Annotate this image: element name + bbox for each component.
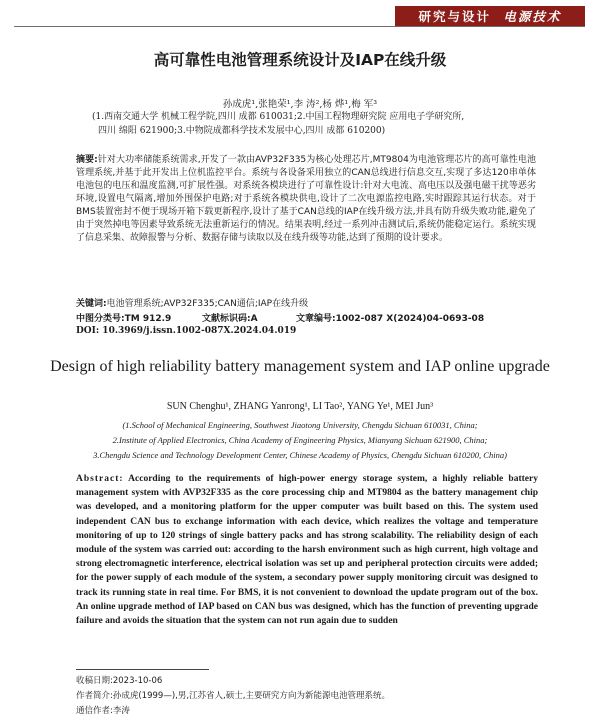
authors-en: SUN Chenghu¹, ZHANG Yanrong¹, LI Tao², YANG Ye¹, MEI Jun³ (166, 401, 434, 412)
paper-title-en: Design of high reliability battery management system and IAP online upgrade (50, 358, 550, 375)
affiliations-en (60, 418, 540, 463)
abstract-en-text: According to the requirements of high-power energy storage system, a highly reliable battery management system with AVP32F335 as the core processing chip and MT9804 as the battery management chip was developed, and a monitoring platform for the upper computer was built based on this. The system used independent CAN bus to exchange information with each device, which realizes the voltage and temperature monitoring of up to 120 strings of single battery packs and has strong scalability. The reliability design of each module of the system was carried out: according to the harsh environment such as high current, high voltage and strong electromagnetic interference, electrical isolation was set up and peripheral protection circuits were added; for the power supply of each module of the system, a secondary power supply monitoring circuit was designed to track its running state in real time. For BMS, it is not convenient to download the update program out of the box. An online upgrade method of IAP based on CAN bus was designed, which has the function of preventing upgrade failure and avoids the situation that the system can not run again due to sudden (76, 474, 538, 627)
abstract-cn-label: 摘要: (76, 155, 98, 165)
footnote-divider (76, 669, 209, 670)
received-date: 收稿日期:2023-10-06 (76, 676, 163, 686)
keywords-cn (76, 296, 536, 309)
doi: DOI: 10.3969/j.issn.1002-087X.2024.04.019 (76, 326, 297, 336)
journal-name: 电源技术 (503, 9, 562, 24)
document-code: 文献标识码:A (202, 314, 258, 324)
article-number: 文章编号:1002-087 X(2024)04-0693-08 (296, 314, 485, 324)
clc-number: 中图分类号:TM 912.9 (76, 314, 172, 324)
keywords-cn-text: 电池管理系统;AVP32F335;CAN通信;IAP在线升级 (106, 299, 309, 309)
abstract-cn-text: 针对大功率储能系统需求,开发了一款由AVP32F335为核心处理芯片,MT9804为电池管理芯片的高可靠性电池管理系统,并基于此开发出上位机监控平台。系统与各设备采用独立的CAN总线进行信息交互,实现了多达120串单体电池包的电压和温度监测,可扩展性强。对系统各模块进行了可靠性设计:针对大电流、高电压以及强电磁干扰等恶劣环境,设置电气隔离,增加外围保护电路;对于系统各模块供电,设计了二次电源监控电路,实时跟踪其运行状态。对于BMS装置密封不便于现场开箱下载更新程序,设计了基于CAN总线的IAP在线升级方法,并具有防升级失败功能,避免了由于突然掉电等因素导致系统无法重新运行的情况。结果表明,经过一系列冲击测试后,系统仍能稳定运行。系统实现了信息采集、故障报警与分析、数据存储与读取以及在线升级等功能,达到了预期的设计要求。 (76, 155, 536, 243)
abstract-en-label: Abstract: (76, 474, 124, 484)
classification-line (76, 311, 536, 324)
affiliation-cn-line: (1.西南交通大学 机械工程学院,四川 成都 610031;2.中国工程物理研究院 应用电子学研究所, (92, 112, 465, 122)
paper-title-cn: 高可靠性电池管理系统设计及IAP在线升级 (153, 51, 447, 69)
footnotes (76, 674, 536, 719)
affiliation-cn-line: 四川 绵阳 621900;3.中物院成都科学技术发展中心,四川 成都 610200) (98, 126, 386, 136)
affiliation-en-line: 3.Chengdu Science and Technology Development Center, Chinese Academy of Physics, Chengdu Sichuan 610200, China) (93, 450, 507, 460)
abstract-cn (76, 154, 536, 245)
header-divider (14, 26, 585, 27)
keywords-cn-label: 关键词: (76, 299, 107, 309)
section-name: 研究与设计 (418, 9, 492, 24)
affiliation-en-line: 2.Institute of Applied Electronics, China Academy of Engineering Physics, Mianyang Sichuan 621900, China; (112, 435, 488, 445)
abstract-en (76, 472, 538, 628)
authors-cn: 孙成虎¹,张艳荣¹,李 涛²,杨 烨¹,梅 军³ (222, 99, 378, 110)
affiliations-cn (92, 110, 522, 138)
corresponding-author: 通信作者:李涛 (76, 706, 130, 716)
journal-header-band (395, 6, 585, 26)
journal-header-text (419, 7, 562, 25)
author-bio: 作者简介:孙成虎(1999—),男,江苏省人,硕士,主要研究方向为新能源电池管理系统。 (76, 691, 390, 701)
affiliation-en-line: (1.School of Mechanical Engineering, Southwest Jiaotong University, Chengdu Sichuan 610031, China; (122, 420, 478, 430)
